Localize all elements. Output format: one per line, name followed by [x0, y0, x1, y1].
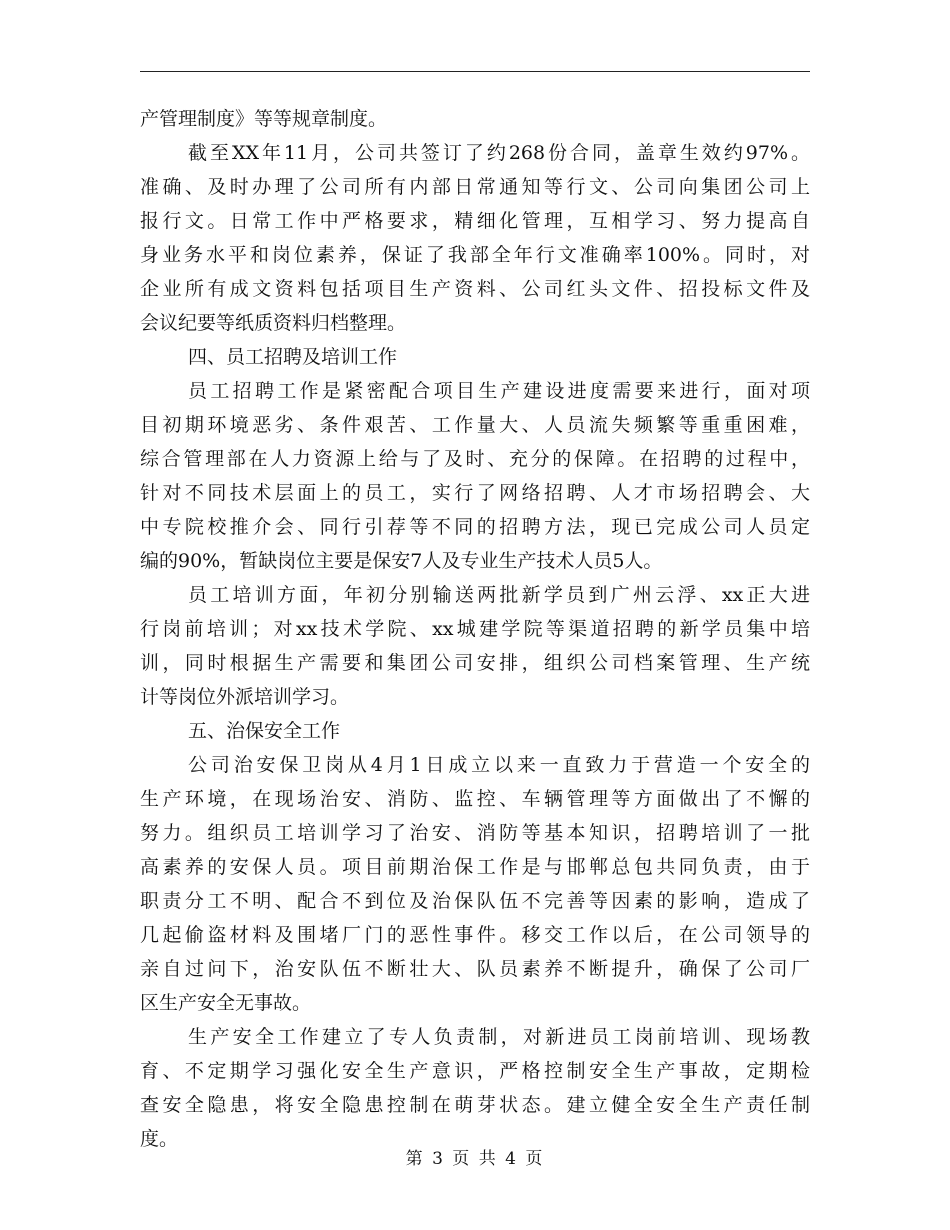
text-line: 公司治安保卫岗从4月1日成立以来一直致力于营造一个安全的 [188, 754, 810, 776]
text-line: 计等岗位外派培训学习。 [140, 686, 350, 708]
text-line: 育、不定期学习强化安全生产意识，严格控制安全生产事故，定期检 [140, 1060, 810, 1082]
text-line: 度。 [140, 1128, 179, 1150]
text-line: 会议纪要等纸质资料归档整理。 [140, 312, 407, 334]
text-line: 生产环境，在现场治安、消防、监控、车辆管理等方面做出了不懈的 [140, 788, 810, 810]
text-line: 五、治保安全工作 [188, 720, 341, 742]
text-line: 几起偷盗材料及围堵厂门的恶性事件。移交工作以后，在公司领导的 [140, 924, 810, 946]
text-line: 目初期环境恶劣、条件艰苦、工作量大、人员流失频繁等重重困难， [140, 414, 810, 436]
text-line: 针对不同技术层面上的员工，实行了网络招聘、人才市场招聘会、大 [140, 482, 810, 504]
text-line: 高素养的安保人员。项目前期治保工作是与邯郸总包共同负责，由于 [140, 856, 810, 878]
text-line: 员工招聘工作是紧密配合项目生产建设进度需要来进行，面对项 [188, 380, 810, 402]
text-line: 区生产安全无事故。 [140, 992, 312, 1014]
text-line: 训，同时根据生产需要和集团公司安排，组织公司档案管理、生产统 [140, 652, 810, 674]
text-line: 生产安全工作建立了专人负责制，对新进员工岗前培训、现场教 [188, 1026, 810, 1048]
text-line: 行岗前培训；对xx技术学院、xx城建学院等渠道招聘的新学员集中培 [140, 618, 810, 640]
text-line: 查安全隐患，将安全隐患控制在萌芽状态。建立健全安全生产责任制 [140, 1094, 810, 1116]
text-line: 编的90%，暂缺岗位主要是保安7人及专业生产技术人员5人。 [140, 550, 663, 572]
text-line: 企业所有成文资料包括项目生产资料、公司红头文件、招投标文件及 [140, 278, 810, 300]
text-line: 职责分工不明、配合不到位及治保队伍不完善等因素的影响，造成了 [140, 890, 810, 912]
text-line: 四、员工招聘及培训工作 [188, 346, 398, 368]
page-footer: 第 3 页 共 4 页 [405, 1149, 545, 1169]
text-line: 综合管理部在人力资源上给与了及时、充分的保障。在招聘的过程中， [140, 448, 810, 470]
text-line: 中专院校推介会、同行引荐等不同的招聘方法，现已完成公司人员定 [140, 516, 810, 538]
header-rule [140, 71, 810, 72]
text-line: 努力。组织员工培训学习了治安、消防等基本知识，招聘培训了一批 [140, 822, 810, 844]
body-text [140, 102, 810, 1156]
text-line: 产管理制度》等等规章制度。 [140, 108, 388, 130]
text-line: 员工培训方面，年初分别输送两批新学员到广州云浮、xx正大进 [188, 584, 810, 606]
text-line: 准确、及时办理了公司所有内部日常通知等行文、公司向集团公司上 [140, 176, 810, 198]
text-line: 身业务水平和岗位素养，保证了我部全年行文准确率100%。同时，对 [140, 244, 810, 266]
text-line: 截至XX年11月，公司共签订了约268份合同，盖章生效约97%。 [188, 142, 810, 164]
text-line: 报行文。日常工作中严格要求，精细化管理，互相学习、努力提高自 [140, 210, 810, 232]
text-line: 亲自过问下，治安队伍不断壮大、队员素养不断提升，确保了公司厂 [140, 958, 810, 980]
